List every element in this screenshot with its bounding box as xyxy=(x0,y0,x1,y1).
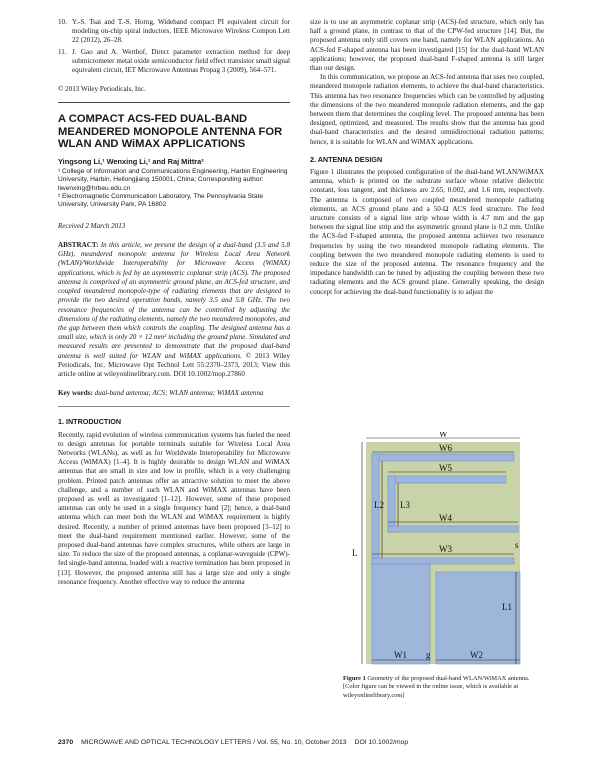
affiliation-1: ¹ College of Information and Communications Engineering, Harbin Engineering University, Harbin, Heilongjiang 150001, China; Corresponding author: liwenxing@hrbeu.edu.cn xyxy=(58,167,288,192)
left-column xyxy=(58,18,290,587)
label-W6: W6 xyxy=(439,443,452,453)
divider xyxy=(58,102,290,103)
section-heading-introduction: 1. INTRODUCTION xyxy=(58,417,122,427)
page-number: 2370 xyxy=(58,739,74,746)
label-W2: W2 xyxy=(470,650,483,660)
keywords-label: Key words: xyxy=(58,389,93,398)
journal-info: MICROWAVE AND OPTICAL TECHNOLOGY LETTERS / Vol. 55, No. 10, October 2013 xyxy=(81,739,347,746)
reference-item xyxy=(58,48,290,76)
label-g: g xyxy=(426,650,431,660)
abstract-label: ABSTRACT: xyxy=(58,241,99,250)
abstract-text: In this article, we present the design of a dual-band (3.5 and 5.8 GHz), meandered monopole antenna for Wireless Local Area Network (WLAN)/Worldwide Interoperability for Microwave Access (WiMAX) applications, which is fed by an asymmetric coplanar strip (ACS). The proposed antenna is comprised of an asymmetric ground plane, an ACS-fed structure, and coupled meandered monopole-type of radiating elements that are designed to provide the two desired operation bands, namely 3.5 and 5.8 GHz. The two resonance frequencies of the antenna can be controlled by adjusting the dimensions of the radiating elements, namely the two meandered monopoles, and the gap between them which controls the coupling. The designed antenna has a small size, which is only 20 × 12 mm² including the ground plane. Simulated and measured results are presented to demonstrate that the proposed dual-band antenna is well suited for WLAN and WiMAX applications. xyxy=(58,241,290,360)
figure-caption xyxy=(343,675,531,700)
figure-caption-label: Figure 1 xyxy=(343,675,366,682)
label-W1: W1 xyxy=(394,650,407,660)
affiliation-2: ² Electromagnetic Communication Laboratory, The Pennsylvania State University, University Park, PA 16802 xyxy=(58,193,263,209)
label-L1: L1 xyxy=(502,602,512,612)
meander-strip-w4 xyxy=(388,526,518,532)
figure-caption-text: Geometry of the proposed dual-band WLAN/WiMAX antenna. [Color figure can be viewed in the online issue, which is available at wileyonlinelibrary.com] xyxy=(343,675,530,699)
body-paragraph: In this communication, we propose an ACS-fed antenna that uses two coupled, meandered monopole radiation elements, to achieve the dual-band characteristics. This antenna has two resonance frequencies which can be controlled by adjusting the dimensions of the two meandered monopole radiation elements, and the gap between them that determines the coupling level. The proposed antenna has been designed, optimized, and measured. The results show that the antenna has good dual-band characteristics and the desired omnidirectional radiation patterns; hence, it is suitable for WLAN and WiMAX applications. xyxy=(310,73,544,146)
keywords-text: dual-band antenna; ACS; WLAN antenna; WiMAX antenna xyxy=(94,389,264,398)
signal-line xyxy=(372,564,430,664)
antenna-geometry-figure xyxy=(344,432,528,670)
reference-text: J. Gao and A. Werthof, Direct parameter extraction method for deep submicrometer metal oxide semiconductor field effect transistor small signal equivalent circuit, IET Microwave Antennas Propag 3 (2009), 564–571. xyxy=(72,47,290,75)
meander-strip-l3 xyxy=(388,476,395,532)
article-title: A COMPACT ACS-FED DUAL-BAND MEANDERED MONOPOLE ANTENNA FOR WLAN AND WiMAX APPLICATIONS xyxy=(58,113,283,151)
reference-number: 10. xyxy=(58,18,67,26)
footer-doi: DOI 10.1002/mop xyxy=(354,739,409,746)
label-L2: L2 xyxy=(374,500,384,510)
copyright-line: © 2013 Wiley Periodicals, Inc. xyxy=(58,85,146,94)
section-heading-antenna-design: 2. ANTENNA DESIGN xyxy=(310,154,383,164)
abstract xyxy=(58,241,290,379)
label-W4: W4 xyxy=(439,513,452,523)
label-L: L xyxy=(352,548,358,558)
reference-item xyxy=(58,18,290,46)
intro-paragraph: Recently, rapid evolution of wireless communication systems has fueled the need to design antennas for portable terminals suitable for Wireless Local Area Networks (WLANs), as well as for Worldwide Interoperability for Microwave Access (WiMAX) [1–4]. It is highly desirable to design WLAN and WiMAX antennas that are small in size and low in profile, which is a very challenging problem. Printed patch antennas offer an attractive solution to meet the above challenge, and a number of such WLAN and WiMAX antennas have been proposed as well as investigated [1–12]. However, some of these proposed antennas can only be used in a single frequency band [2]; hence, a dual-band antenna which can meet both the WLAN and WiMAX requirement is highly desired. Recently, a number of printed antennas have been proposed [3–12] to meet the dual-band requirement mentioned earlier. However, some of the proposed dual-band antennas have complex structures, while others are large in size. To reduce the size of the proposed antennas, a coplanar-waveguide (CPW)-fed single-band antenna, loaded with a reactive termination has been proposed in [13]. However, the proposed antenna still has a large size and only a single resonance frequency. Another effective way to reduce the antenna xyxy=(58,430,290,586)
top-strip xyxy=(372,454,514,461)
label-s: s xyxy=(515,540,519,550)
abstract-citation: © 2013 Wiley Periodicals, Inc. Microwave Opt Technol Lett 55:2370–2373, 2013; View this article online at wileyonlinelibrary.com. DOI 10.1002/mop.27860 xyxy=(58,351,290,378)
keywords xyxy=(58,389,290,398)
meander-strip-w5 xyxy=(388,476,506,483)
right-column xyxy=(310,18,544,297)
received-date: Received 2 March 2013 xyxy=(58,221,126,230)
authors: Yingsong Li,¹ Wenxing Li,¹ and Raj Mittra² xyxy=(58,156,204,166)
label-W: W xyxy=(439,432,448,439)
body-paragraph: size is to use an asymmetric coplanar strip (ACS)-fed structure, which only has half a ground plane, in contrast to that of the CPW-fed structure [14]. But, the proposed antenna only still covers one band, namely for WLAN applications. An ACS-fed F-shaped antenna has been investigated [15] for the dual-band WLAN applications; however, the proposed dual-band F-shaped antenna is still larger than our design. xyxy=(310,18,544,73)
label-L3: L3 xyxy=(400,500,410,510)
label-W5: W5 xyxy=(439,463,452,473)
design-paragraph: Figure 1 illustrates the proposed configuration of the dual-band WLAN/WiMAX antenna, which is printed on the substrate surface whose relative dielectric constant, loss tangent, and thickness are 2.65, 0.002, and 1.6 mm, respectively. The antenna is composed of two coupled meandered monopole radiating elements, an ACS ground plane and a 50-Ω ACS feed structure. The feed structure consists of a signal line strip whose width is 4.7 mm and the gap between the signal line strip and the asymmetric ground plane is 0.2 mm. Unlike the ACS-fed F-shaped antenna, the proposed antenna achieves two resonance frequencies by using the two meandered monopole radiating elements. The coupling between the two meandered monopole radiating elements is used to reduce the size of the proposed antenna. The resonance frequency and the impedance bandwidth can be tuned by adjusting the coupling between these two radiating elements and the ACS ground plane. Generally speaking, the design concept for achieving the dual-band functionality is to adjust the xyxy=(310,168,544,296)
label-W3: W3 xyxy=(439,544,452,554)
reference-number: 11. xyxy=(58,47,67,56)
page-footer xyxy=(58,739,548,746)
divider xyxy=(58,406,290,407)
meander-strip-w3 xyxy=(372,558,514,564)
reference-text: Y.-S. Tsai and T.-S. Horng, Wideband compact PI equivalent circuit for modeling on-chip spiral inductors, IEEE Microwave Wireless Compon Lett 22 (2012), 26–28. xyxy=(72,18,290,45)
